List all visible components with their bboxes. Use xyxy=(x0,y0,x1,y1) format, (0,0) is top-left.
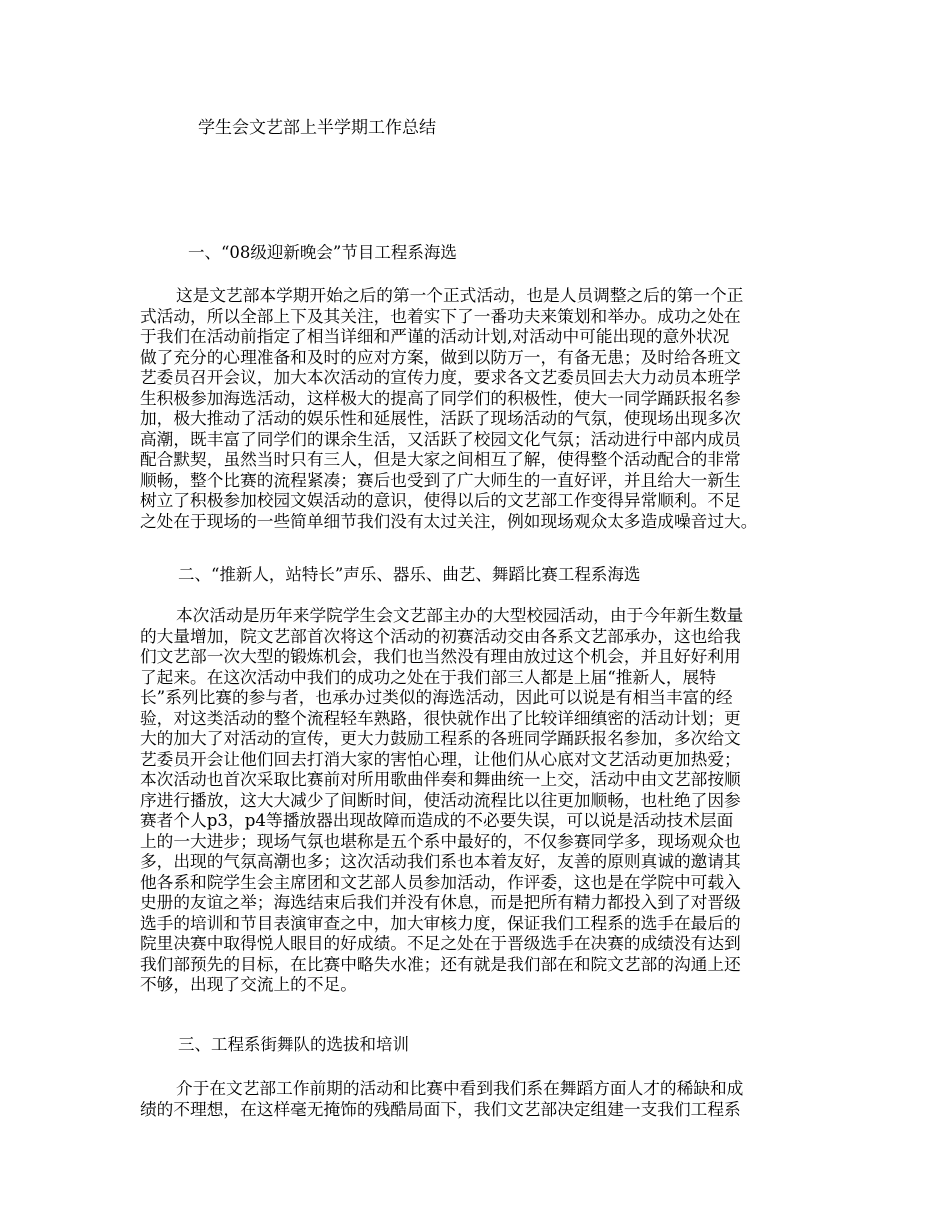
paragraph-line: 介于在文艺部工作前期的活动和比赛中看到我们系在舞蹈方面人才的稀缺和成 xyxy=(176,1078,744,1098)
paragraph-line: 验，对这类活动的整个流程轻车熟路，很快就作出了比较详细缜密的活动计划；更 xyxy=(140,707,741,728)
paragraph-line: 的大量增加，院文艺部首次将这个活动的初赛活动交由各系文艺部承办，这也给我 xyxy=(140,625,741,646)
section-heading-2: 二、“推新人，站特长”声乐、器乐、曲艺、舞蹈比赛工程系海选 xyxy=(178,565,641,584)
paragraph-line: 本次活动是历年来学院学生会文艺部主办的大型校园活动，由于今年新生数量 xyxy=(176,605,744,625)
paragraph-line: 顺畅，整个比赛的流程紧凑；赛后也受到了广大师生的一直好评，并且给大一新生 xyxy=(140,469,741,490)
paragraph-line: 加，极大推动了活动的娱乐性和延展性，活跃了现场活动的气氛，使现场出现多次 xyxy=(140,408,741,428)
paragraph-line: 长”系列比赛的参与者，也承办过类似的海选活动，因此可以说是有相当丰富的经 xyxy=(140,687,733,707)
section-heading-3: 三、工程系街舞队的选拔和培训 xyxy=(178,1035,409,1054)
paragraph-line: 高潮，既丰富了同学们的课余生活，又活跃了校园文化气氛；活动进行中部内成员 xyxy=(140,428,741,449)
paragraph-line: 大的加大了对活动的宣传，更大力鼓励工程系的各班同学踊跃报名参加，多次给文 xyxy=(140,728,741,748)
paragraph-line: 选手的培训和节目表演审查之中，加大审核力度，保证我们工程系的选手在最后的 xyxy=(140,912,741,933)
paragraph-line: 我们部预先的目标，在比赛中略失水准；还有就是我们部在和院文艺部的沟通上还 xyxy=(140,953,741,974)
section-paragraph-2 xyxy=(140,605,816,995)
paragraph-line: 树立了积极参加校园文娱活动的意识，使得以后的文艺部工作变得异常顺利。不足 xyxy=(140,490,741,510)
paragraph-line: 之处在于现场的一些简单细节我们没有太过关注，例如现场观众太多造成噪音过大。 xyxy=(140,510,758,531)
paragraph-line: 这是文艺部本学期开始之后的第一个正式活动，也是人员调整之后的第一个正 xyxy=(176,285,744,305)
paragraph-line: 艺委员开会让他们回去打消大家的害怕心理，让他们从心底对文艺活动更加热爱； xyxy=(140,748,741,769)
paragraph-line: 了起来。在这次活动中我们的成功之处在于我们部三人都是上届“推新人，展特 xyxy=(140,666,716,687)
paragraph-line: 上的一大进步；现场气氛也堪称是五个系中最好的，不仅参赛同学多，现场观众也 xyxy=(140,830,741,851)
section-paragraph-3 xyxy=(140,1078,816,1119)
paragraph-line: 史册的友谊之举；海选结束后我们并没有休息，而是把所有精力都投入到了对晋级 xyxy=(140,892,741,912)
paragraph-line: 不够，出现了交流上的不足。 xyxy=(140,974,357,994)
paragraph-line: 生积极参加海选活动，这样极大的提高了同学们的积极性，使大一同学踊跃报名参 xyxy=(140,387,741,408)
paragraph-line: 绩的不理想，在这样毫无掩饰的残酷局面下，我们文艺部决定组建一支我们工程系 xyxy=(140,1098,741,1119)
paragraph-line: 式活动，所以全部上下及其关注，也着实下了一番功夫来策划和举办。成功之处在 xyxy=(140,305,741,326)
paragraph-line: 艺委员召开会议，加大本次活动的宣传力度，要求各文艺委员回去大力动员本班学 xyxy=(140,367,741,387)
paragraph-line: 本次活动也首次采取比赛前对所用歌曲伴奏和舞曲统一上交，活动中由文艺部按顺 xyxy=(140,769,741,789)
paragraph-line: 序进行播放，这大大减少了间断时间，使活动流程比以往更加顺畅，也杜绝了因参 xyxy=(140,789,741,810)
paragraph-line: 做了充分的心理准备和及时的应对方案，做到以防万一，有备无患；及时给各班文 xyxy=(140,346,741,367)
paragraph-line: 他各系和院学生会主席团和文艺部人员参加活动，作评委，这也是在学院中可载入 xyxy=(140,871,741,892)
section-paragraph-1 xyxy=(140,285,816,531)
section-heading-1: 一、“08级迎新晚会”节目工程系海选 xyxy=(188,243,457,262)
paragraph-line: 于我们在活动前指定了相当详细和严谨的活动计划,对活动中可能出现的意外状况 xyxy=(140,326,730,346)
paragraph-line: 们文艺部一次大型的锻炼机会，我们也当然没有理由放过这个机会，并且好好利用 xyxy=(140,646,741,666)
paragraph-line: 赛者个人p3，p4等播放器出现故障而造成的不必要失误，可以说是活动技术层面 xyxy=(140,810,734,830)
paragraph-line: 配合默契，虽然当时只有三人，但是大家之间相互了解，使得整个活动配合的非常 xyxy=(140,449,741,469)
document-title: 学生会文艺部上半学期工作总结 xyxy=(198,118,436,138)
paragraph-line: 院里决赛中取得悦人眼目的好成绩。不足之处在于晋级选手在决赛的成绩没有达到 xyxy=(140,933,741,953)
paragraph-line: 多，出现的气氛高潮也多；这次活动我们系也本着友好，友善的原则真诚的邀请其 xyxy=(140,851,741,871)
